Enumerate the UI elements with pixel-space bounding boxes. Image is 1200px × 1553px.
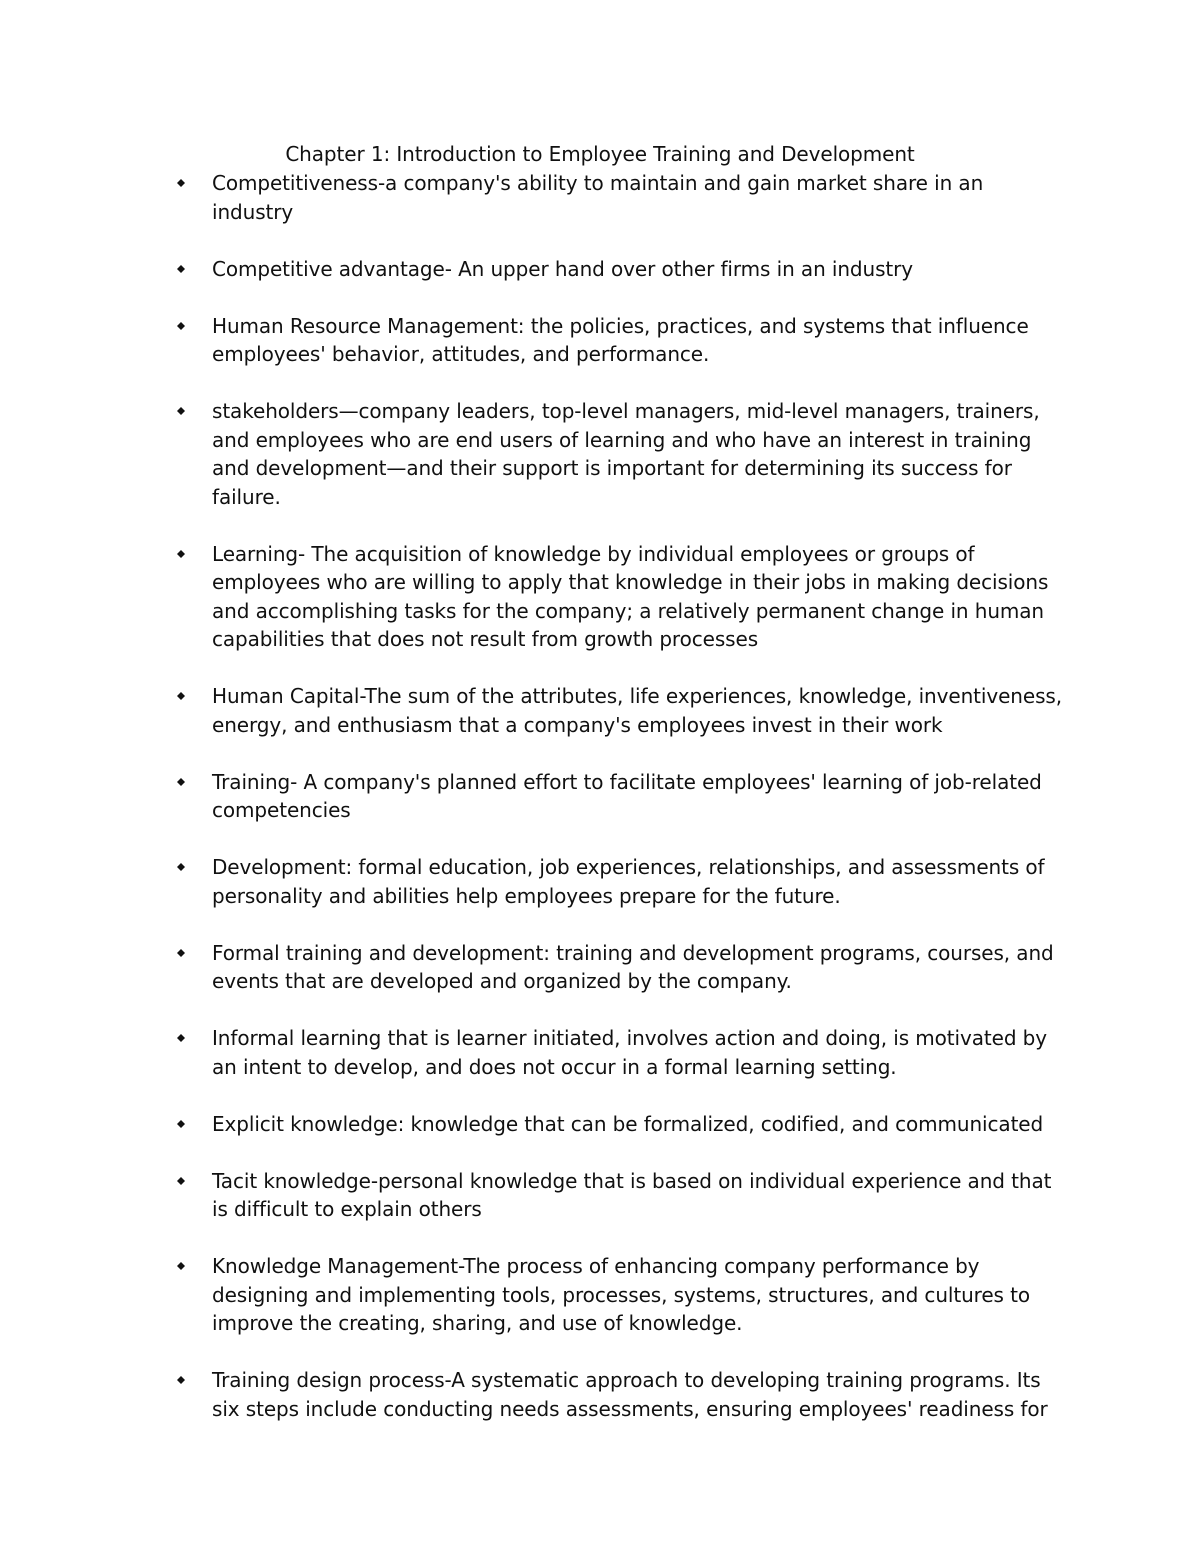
list-item [0, 169, 1064, 226]
list-item-text: Human Resource Management: the policies, practices, and systems that influence employees' behavior, attitudes, and performance. [212, 313, 1029, 366]
list-item [0, 1252, 1064, 1338]
list-item [0, 1024, 1064, 1081]
list-item [0, 1366, 1064, 1423]
list-item-text: Training- A company's planned effort to facilitate employees' learning of job-related competencies [212, 769, 1042, 822]
list-item-text: Formal training and development: training and development programs, courses, and events that are developed and organized by the company. [212, 940, 1054, 993]
diamond-bullet-icon [177, 179, 185, 187]
diamond-bullet-icon [177, 407, 185, 415]
diamond-bullet-icon [177, 692, 185, 700]
diamond-bullet-icon [177, 1120, 185, 1128]
page-title: Chapter 1: Introduction to Employee Training and Development [285, 142, 915, 166]
list-item [0, 397, 1064, 511]
diamond-bullet-icon [177, 1376, 185, 1384]
diamond-bullet-icon [177, 1262, 185, 1270]
list-item [0, 768, 1064, 825]
diamond-bullet-icon [177, 863, 185, 871]
list-item-text: Learning- The acquisition of knowledge by individual employees or groups of employees who are willing to apply that knowledge in their jobs in making decisions and accomplishing tasks for the company; a relatively permanent change in human capabilities that does not result from growth processes [212, 541, 1049, 651]
diamond-bullet-icon [177, 778, 185, 786]
list-item-text: Informal learning that is learner initiated, involves action and doing, is motivated by an intent to develop, and does not occur in a formal learning setting. [212, 1026, 1048, 1079]
diamond-bullet-icon [177, 550, 185, 558]
list-item [0, 312, 1064, 369]
diamond-bullet-icon [177, 1034, 185, 1042]
list-item [0, 1167, 1064, 1224]
list-item-text: Development: formal education, job experiences, relationships, and assessments of personality and abilities help employees prepare for the future. [212, 855, 1045, 908]
term-list [0, 169, 1200, 1452]
list-item [0, 255, 1064, 284]
diamond-bullet-icon [177, 265, 185, 273]
list-item-text: Competitiveness-a company's ability to maintain and gain market share in an industry [212, 171, 984, 224]
list-item-text: Explicit knowledge: knowledge that can be formalized, codified, and communicated [212, 1111, 1044, 1136]
list-item [0, 939, 1064, 996]
list-item [0, 682, 1064, 739]
list-item-text: Knowledge Management-The process of enhancing company performance by designing and implementing tools, processes, systems, structures, and cultures to improve the creating, sharing, and use of knowledge. [212, 1254, 1031, 1335]
list-item-text: Competitive advantage- An upper hand over other firms in an industry [212, 256, 914, 281]
diamond-bullet-icon [177, 322, 185, 330]
list-item-text: Tacit knowledge-personal knowledge that is based on individual experience and that is difficult to explain others [212, 1168, 1052, 1221]
diamond-bullet-icon [177, 949, 185, 957]
list-item [0, 853, 1064, 910]
list-item-text: stakeholders—company leaders, top-level managers, mid-level managers, trainers, and employees who are end users of learning and who have an interest in training and development—and their support is important for determining its success for failure. [212, 399, 1040, 509]
list-item-text: Training design process-A systematic approach to developing training programs. Its six steps include conducting needs assessments, ensuring employees' readiness for [212, 1368, 1048, 1421]
list-item [0, 1110, 1064, 1139]
diamond-bullet-icon [177, 1177, 185, 1185]
list-item [0, 540, 1064, 654]
list-item-text: Human Capital-The sum of the attributes, life experiences, knowledge, inventiveness, energy, and enthusiasm that a company's employees invest in their work [212, 684, 1062, 737]
